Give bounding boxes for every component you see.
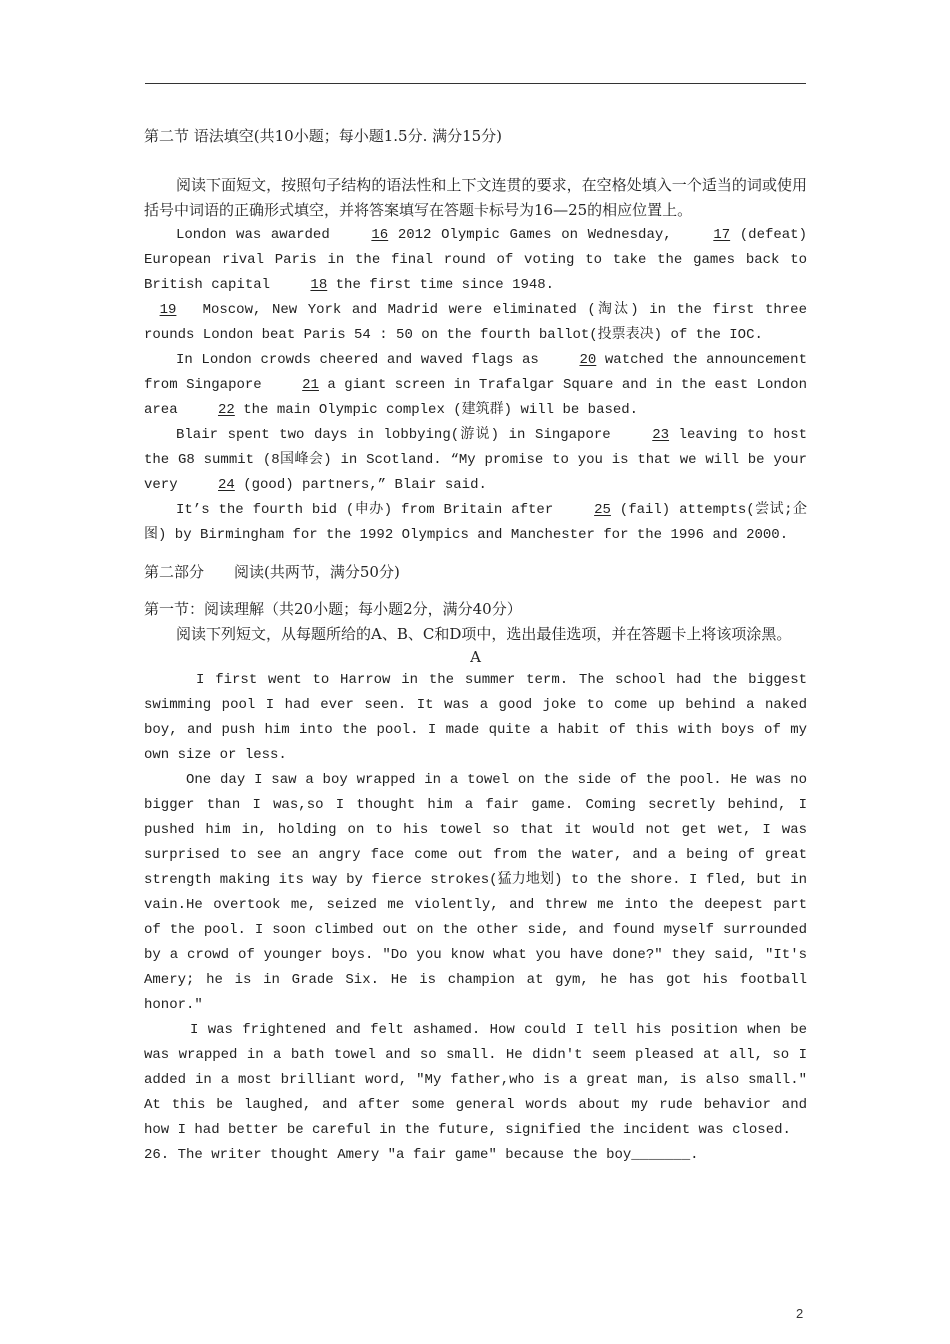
reading-instruction: 阅读下列短文，从每题所给的A、B、C和D项中，选出最佳选项，并在答题卡上将该项涂黑。 <box>176 625 792 643</box>
question-26: 26. The writer thought Amery "a fair game" because the boy_______. <box>144 1147 699 1163</box>
blank-21: 21 <box>302 377 319 393</box>
blank-23: 23 <box>652 427 670 443</box>
blank-19: 19 <box>159 302 177 318</box>
passage-text: (good) partners,” Blair said. <box>234 477 487 493</box>
passage-paragraph-5 <box>144 498 807 548</box>
passage-text: (defeat) European rival Paris in the final round of voting to take the games back to British capital <box>144 227 807 293</box>
passage-text: Blair spent two days in lobbying(游说) in Singapore <box>176 427 621 443</box>
passage-text: (fail) attempts(尝试;企图) by Birmingham for the 1992 Olympics and Manchester for the 1996 and 2000. <box>144 502 808 543</box>
document-page <box>144 124 807 1168</box>
passage-text: watched the announcement from Singapore <box>144 352 807 393</box>
blank-25: 25 <box>594 502 611 518</box>
passage-text: 2012 Olympic Games on Wednesday, <box>388 227 682 243</box>
grammar-instruction: 阅读下面短文，按照句子结构的语法性和上下文连贯的要求，在空格处填入一个适当的词或使用括号中词语的正确形式填空，并将答案填写在答题卡标号为16—25的相应位置上。 <box>144 176 807 219</box>
passage-text: a giant screen in Trafalgar Square and in the east London area <box>144 377 807 418</box>
passage-text: the main Olympic complex (建筑群) will be based. <box>234 402 639 418</box>
blank-20: 20 <box>579 352 597 368</box>
passage-text: London was awarded <box>176 227 340 243</box>
passage-paragraph-4 <box>144 423 807 498</box>
passage-paragraph-2 <box>144 298 807 348</box>
passage-a-paragraph-1: I first went to Harrow in the summer term. The school had the biggest swimming pool I had ever seen. It was a good joke to come up behind a naked boy, and push him into the pool. I made quite a habit of this with boys of my own size or less. <box>144 672 807 763</box>
passage-text: It’s the fourth bid (申办) from Britain after <box>176 502 563 518</box>
blank-22: 22 <box>218 402 235 418</box>
top-rule <box>145 83 806 84</box>
part-2-title: 第二部分 阅读(共两节，满分50分) <box>144 563 400 581</box>
blank-18: 18 <box>310 277 328 293</box>
blank-17: 17 <box>713 227 731 243</box>
blank-16: 16 <box>371 227 389 243</box>
passage-a-paragraph-2: One day I saw a boy wrapped in a towel on the side of the pool. He was no bigger than I was,so I thought him a fair game. Coming secretly behind, I pushed him in, holding on to his towel so that it would not get wet, I was surprised to see an angry face come out from the water, and a being of great strength making its way by fierce strokes(猛力地划) to the shore. I fled, but in vain.He overtook me, seized me violently, and threw me into the deepest part of the pool. I soon climbed out on the other side, and found myself surrounded by a crowd of younger boys. "Do you know what you have done?" they said, "It's Amery; he is in Grade Six. He is champion at gym, he has got his football honor." <box>144 772 807 1013</box>
passage-a-label: A <box>470 648 481 666</box>
passage-paragraph-3 <box>144 348 807 423</box>
passage-text: In London crowds cheered and waved flags as <box>176 352 548 368</box>
page-number: 2 <box>796 1306 804 1321</box>
passage-text: Moscow, New York and Madrid were eliminated (淘汰) in the first three rounds London beat Paris 54 : 50 on the fourth ballot(投票表决) of the IOC. <box>144 302 807 343</box>
passage-text: leaving to host the G8 summit (8国峰会) in Scotland. “My promise to you is that we will be your very <box>144 427 808 493</box>
section-1-title: 第一节：阅读理解（共20小题；每小题2分，满分40分） <box>144 600 522 618</box>
blank-24: 24 <box>218 477 235 493</box>
section-2-title: 第二节 语法填空(共10小题；每小题1.5分. 满分15分) <box>144 127 503 145</box>
passage-text: the first time since 1948. <box>327 277 555 293</box>
passage-paragraph-1 <box>144 223 807 298</box>
passage-a-paragraph-3: I was frightened and felt ashamed. How could I tell his position when be was wrapped in a bath towel and so small. He didn't seem pleased at all, so I added in a most brilliant word, "My father,who is a great man, is also small." At this be laughed, and after some general words about my rude behavior and how I had better be careful in the future, signified the incident was closed. <box>144 1022 807 1138</box>
